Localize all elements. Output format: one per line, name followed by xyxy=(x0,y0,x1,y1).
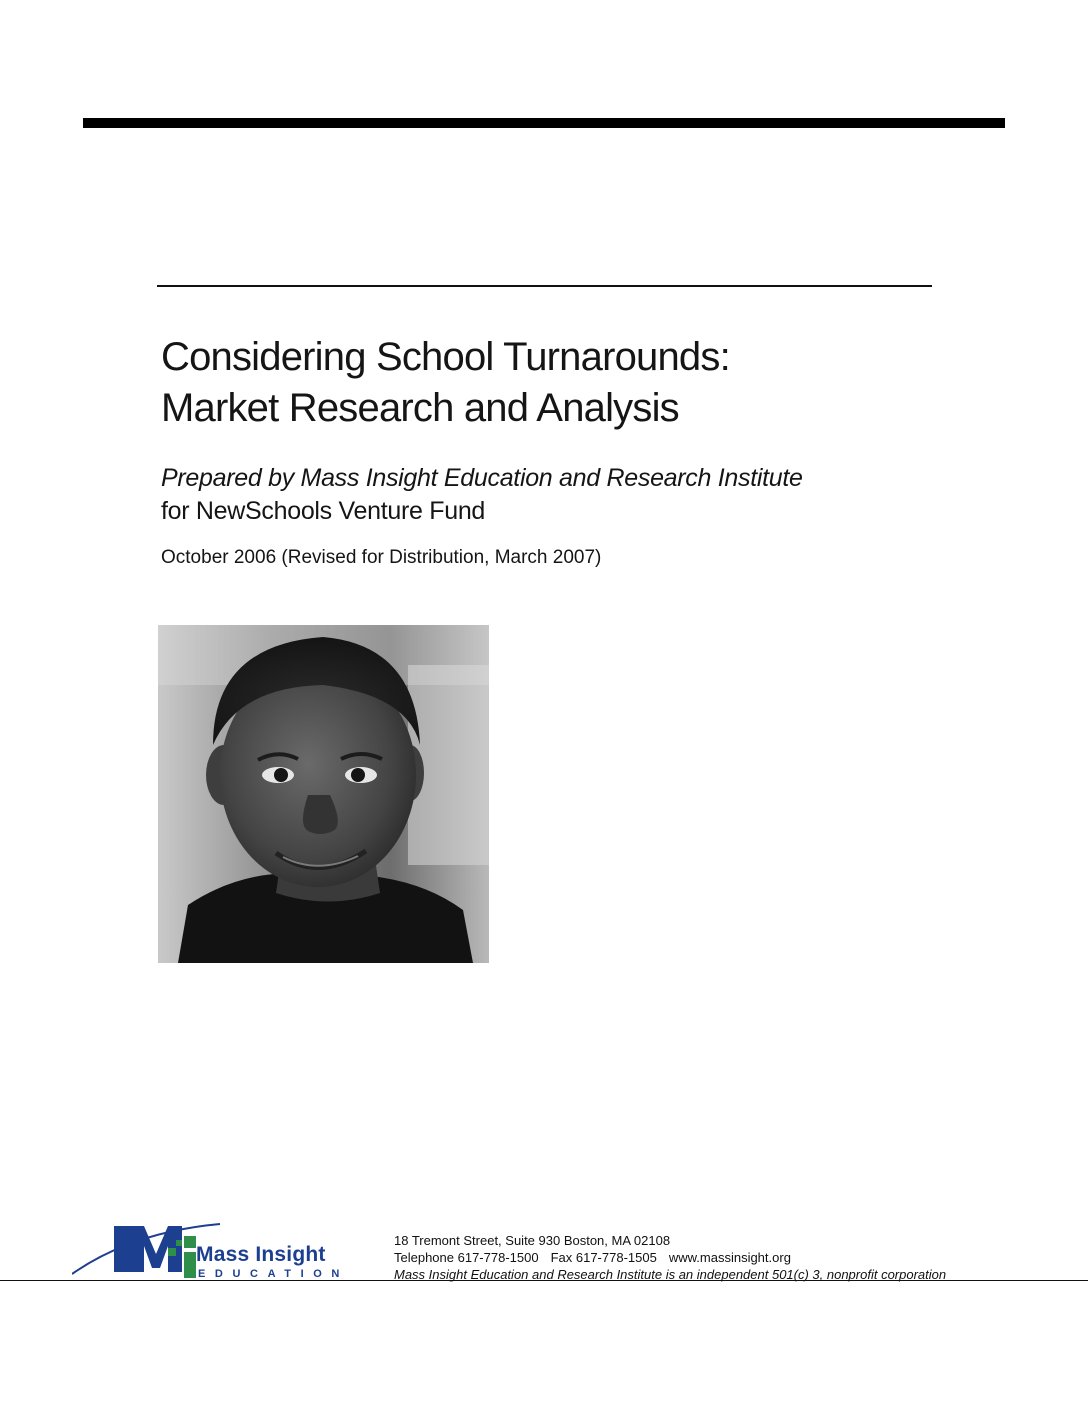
cover-photo xyxy=(158,625,489,963)
footer-telephone: Telephone 617-778-1500 xyxy=(394,1250,539,1265)
logo-subtitle: EDUCATION xyxy=(198,1268,349,1280)
logo-name: Mass Insight xyxy=(196,1243,326,1266)
footer-website-link[interactable]: www.massinsight.org xyxy=(668,1250,791,1265)
footer-contact-line xyxy=(394,1250,791,1266)
prepared-for-line: for NewSchools Venture Fund xyxy=(161,497,486,525)
prepared-by-line: Prepared by Mass Insight Education and Research Institute xyxy=(161,464,803,492)
top-rule-bar xyxy=(83,118,1005,128)
title-divider xyxy=(157,285,932,287)
footer-nonprofit-statement: Mass Insight Education and Research Institute is an independent 501(c) 3, nonprofit corporation xyxy=(394,1267,947,1282)
document-title-line-1: Considering School Turnarounds: xyxy=(161,335,730,379)
document-title xyxy=(161,332,961,434)
boy-portrait-image xyxy=(158,625,489,963)
footer-fax: Fax 617-778-1505 xyxy=(550,1250,657,1265)
document-title-line-2: Market Research and Analysis xyxy=(161,386,679,430)
publication-date: October 2006 (Revised for Distribution, March 2007) xyxy=(161,547,602,568)
footer-address: 18 Tremont Street, Suite 930 Boston, MA 02108 xyxy=(394,1233,671,1248)
